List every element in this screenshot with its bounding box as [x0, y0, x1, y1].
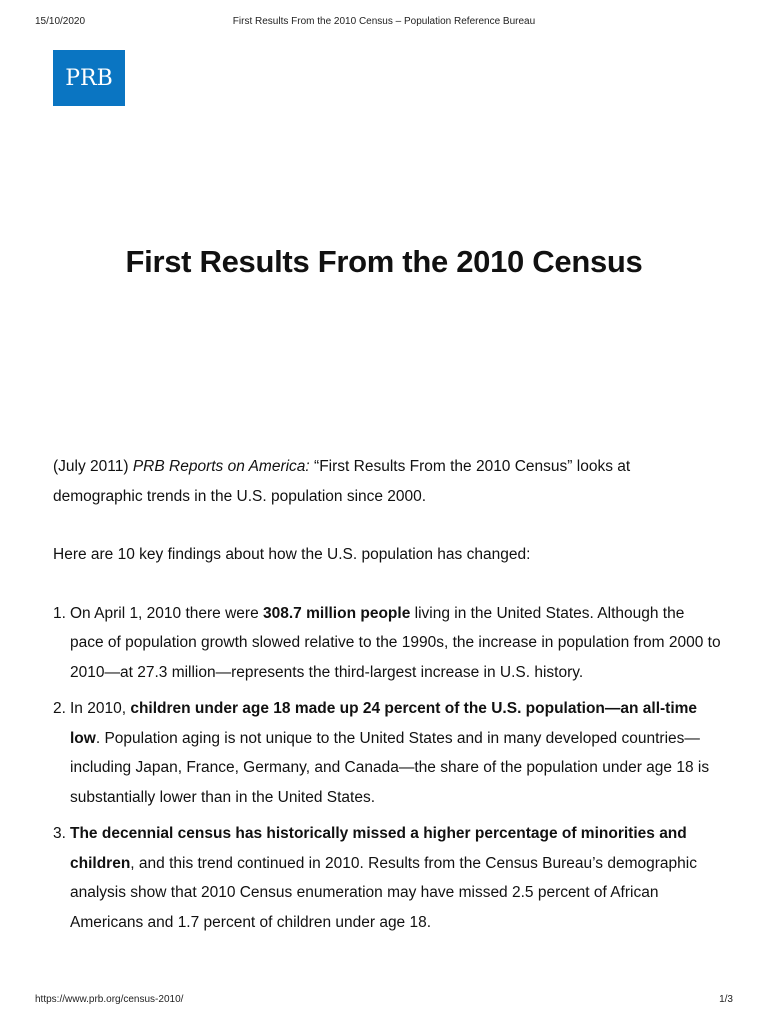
finding-item-1	[53, 599, 721, 688]
finding-number: 3.	[53, 825, 66, 842]
print-page-number: 1/3	[719, 994, 733, 1005]
finding-text-before: On April 1, 2010 there were	[70, 604, 264, 622]
intro-rest: “First Results From the 2010 Census” looks at demographic trends in the U.S. population since 2000.	[53, 458, 631, 505]
intro-series: PRB Reports on America:	[132, 458, 310, 475]
finding-text-after: . Population aging is not unique to the United States and in many developed countries—including Japan, France, Germany, and Canada—the share of the population under age 18 is substantially lower than in the United States.	[70, 729, 710, 806]
finding-item-3	[53, 819, 721, 937]
finding-text-before: In 2010,	[70, 700, 131, 717]
finding-text-after: living in the United States. Although the pace of population growth slowed relative to the 1990s, the increase in population from 2000 to 2010—at 27.3 million—represents the third-largest increase in U.S. history.	[70, 604, 721, 681]
logo-text: PRB	[65, 65, 113, 91]
finding-highlight: children under age 18 made up 24 percent of the U.S. population—an all-time low	[70, 700, 698, 747]
finding-number: 1.	[53, 604, 66, 622]
prb-logo[interactable]	[53, 50, 125, 106]
page-title: First Results From the 2010 Census	[125, 244, 643, 279]
article-body	[53, 452, 721, 944]
finding-text-after: , and this trend continued in 2010. Results from the Census Bureau’s demographic analysis show that 2010 Census enumeration may have missed 2.5 percent of African Americans and 1.7 percent of children under age 18.	[70, 854, 697, 931]
lead-paragraph: Here are 10 key findings about how the U.S. population has changed:	[53, 546, 531, 563]
findings-list	[53, 599, 721, 938]
intro-date: (July 2011)	[53, 458, 133, 475]
print-date: 15/10/2020	[35, 16, 86, 27]
intro-paragraph	[53, 452, 721, 511]
finding-highlight: 308.7 million people	[263, 604, 411, 622]
print-url[interactable]: https://www.prb.org/census-2010/	[35, 994, 184, 1005]
finding-item-2	[53, 694, 721, 812]
print-header-title: First Results From the 2010 Census – Population Reference Bureau	[232, 16, 536, 27]
finding-number: 2.	[53, 700, 66, 717]
finding-highlight: The decennial census has historically missed a higher percentage of minorities and children	[70, 825, 687, 872]
